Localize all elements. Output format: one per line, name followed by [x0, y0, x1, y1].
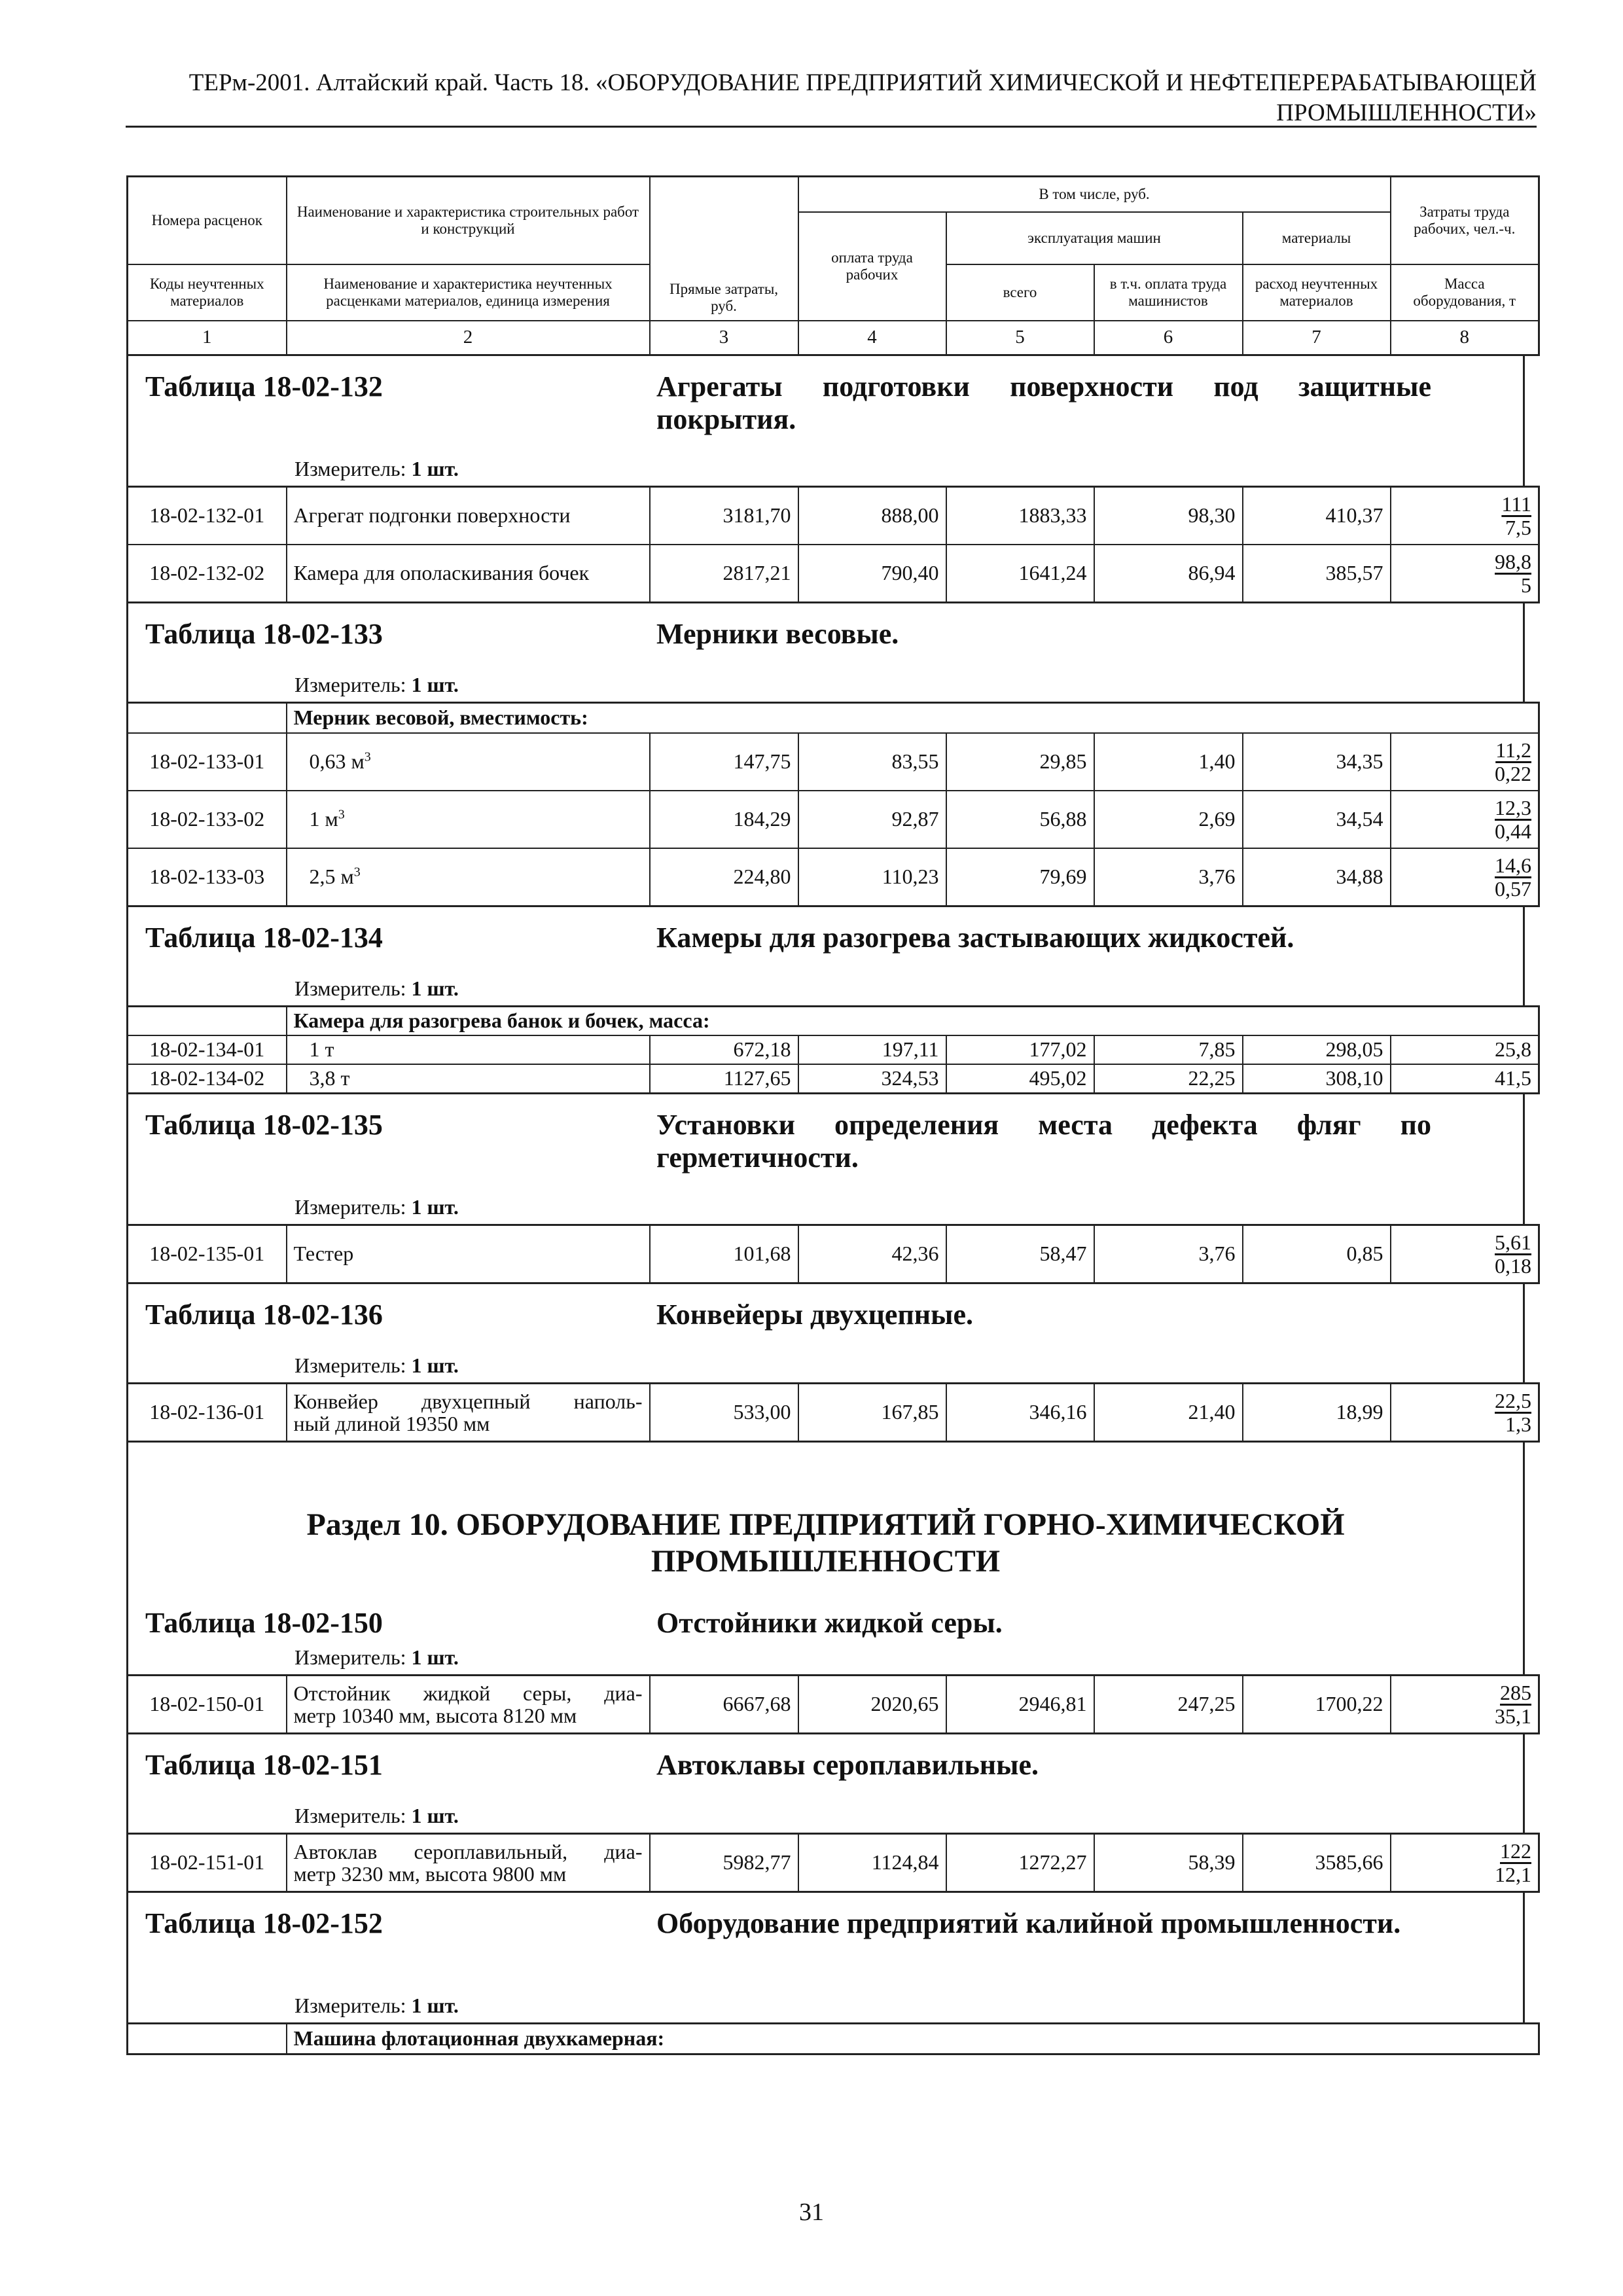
table-heading	[126, 1094, 1525, 1224]
table-heading	[126, 907, 1525, 1005]
col-num: 3	[650, 321, 798, 355]
page-number: 31	[799, 2198, 824, 2226]
table-heading	[126, 1893, 1525, 2022]
table-row: 18-02-132-02 Камера для ополаскивания бочек 2817,21 790,40 1641,24 86,94 385,57 98,8 5	[128, 545, 1539, 603]
table-title: Таблица 18-02-133	[145, 617, 383, 650]
table-body	[126, 1833, 1540, 1893]
labor-mass-fraction: 98,8 5	[1391, 545, 1539, 603]
column-header	[126, 175, 1540, 356]
table-name: Агрегаты подготовки поверхности под защитные покрытия.	[656, 370, 1431, 435]
col-unaccounted: расход неучтенных материалов	[1243, 264, 1391, 321]
col-name-materials: Наименование и характеристика неучтенных расценками материалов, единица измерения	[287, 264, 650, 321]
table-name: Отстойники жидкой серы.	[656, 1606, 1003, 1639]
subheading: Машина флотационная двухкамерная:	[287, 2023, 1539, 2054]
col-machines: эксплуатация машин	[946, 212, 1243, 264]
table-body	[126, 2022, 1540, 2055]
table-heading	[126, 356, 1525, 486]
table-title: Таблица 18-02-134	[145, 921, 383, 954]
unit-line: Измеритель: 1 шт.	[294, 1194, 459, 1219]
unit-line: Измеритель: 1 шт.	[294, 976, 459, 1000]
labor-mass-fraction: 122 12,1	[1391, 1833, 1539, 1892]
table-body	[126, 1005, 1540, 1094]
table-heading	[126, 1734, 1525, 1833]
table-name: Автоклавы сероплавильные.	[656, 1748, 1039, 1781]
table-title: Таблица 18-02-132	[145, 370, 383, 403]
col-num: 4	[798, 321, 946, 355]
table-title: Таблица 18-02-136	[145, 1298, 383, 1331]
col-codes: Коды неучтенных материалов	[128, 264, 287, 321]
table-row: 18-02-150-01 Отстойник жидкой серы, диа- метр 10340 мм, высота 8120 мм 6667,68 2020,65 2946,81 247,25 1700,22 285 35,1	[128, 1675, 1539, 1733]
labor-mass-fraction: 14,6 0,57	[1391, 848, 1539, 906]
table-heading	[126, 1284, 1525, 1382]
table-name: Камеры для разогрева застывающих жидкостей.	[656, 921, 1294, 954]
table-name: Установки определения места дефекта фляг по герметичности.	[656, 1108, 1431, 1174]
table-row: 18-02-133-02 1 $м^3$ 184,29 92,87 56,88 2,69 34,54 12,3 0,44	[128, 791, 1539, 848]
table-name: Конвейеры двухцепные.	[656, 1298, 974, 1331]
table-body	[126, 702, 1540, 907]
table-name: Мерники весовые.	[656, 617, 899, 650]
running-header-line1: ТЕРм-2001. Алтайский край. Часть 18. «ОБОРУДОВАНИЕ ПРЕДПРИЯТИЙ ХИМИЧЕСКОЙ И НЕФТЕПЕРЕРАБАТЫВАЮЩЕЙ	[188, 69, 1537, 96]
unit-line: Измеритель: 1 шт.	[294, 1993, 459, 2017]
table-heading	[126, 603, 1525, 702]
table-name: Оборудование предприятий калийной промышленности.	[656, 1907, 1401, 1939]
table-title: Таблица 18-02-135	[145, 1108, 383, 1141]
table-body	[126, 1224, 1540, 1284]
table-row: 18-02-135-01 Тестер 101,68 42,36 58,47 3,76 0,85 5,61 0,18	[128, 1225, 1539, 1283]
subheading: Мерник весовой, вместимость:	[287, 702, 1539, 733]
col-num: 6	[1094, 321, 1243, 355]
col-num: 2	[287, 321, 650, 355]
table-body	[126, 486, 1540, 603]
unit-line: Измеритель: 1 шт.	[294, 456, 459, 480]
table-row: 18-02-151-01 Автоклав сероплавильный, диа- метр 3230 мм, высота 9800 мм 5982,77 1124,84 1272,27 58,39 3585,66 122 12,1	[128, 1833, 1539, 1892]
unit-line: Измеритель: 1 шт.	[294, 672, 459, 696]
table-body	[126, 1382, 1540, 1443]
table-row: 18-02-132-01 Агрегат подгонки поверхности 3181,70 888,00 1883,33 98,30 410,37 111 7,5	[128, 486, 1539, 545]
section-title: Раздел 10. ОБОРУДОВАНИЕ ПРЕДПРИЯТИЙ ГОРНО-ХИМИЧЕСКОЙ ПРОМЫШЛЕННОСТИ	[306, 1507, 1345, 1579]
table-title: Таблица 18-02-150	[145, 1606, 383, 1639]
labor-mass-fraction: 285 35,1	[1391, 1675, 1539, 1733]
rates-table	[126, 175, 1532, 2055]
col-num: 1	[128, 321, 287, 355]
table-row: 18-02-133-03 2,5 $м^3$ 224,80 110,23 79,69 3,76 34,88 14,6 0,57	[128, 848, 1539, 906]
table-title: Таблица 18-02-151	[145, 1748, 383, 1781]
col-incl-operators: в т.ч. оплата труда машинистов	[1094, 264, 1243, 321]
subheading: Камера для разогрева банок и бочек, масса:	[287, 1006, 1539, 1035]
unit-line: Измеритель: 1 шт.	[294, 1803, 459, 1827]
col-including: В том числе, руб.	[798, 177, 1391, 212]
col-direct-costs: Прямые затраты, руб.	[650, 177, 798, 321]
col-labor-cost: Затраты труда рабочих, чел.-ч.	[1391, 177, 1539, 264]
labor-mass-fraction: 5,61 0,18	[1391, 1225, 1539, 1283]
table-row: 18-02-136-01 Конвейер двухцепный наполь- ный длиной 19350 мм 533,00 167,85 346,16 21,40 18,99 22,5 1,3	[128, 1383, 1539, 1441]
table-row: 18-02-134-01 1 т 672,18 197,11 177,02 7,85 298,05 25,8	[128, 1035, 1539, 1064]
unit-line: Измеритель: 1 шт.	[294, 1353, 459, 1377]
table-heading	[126, 1604, 1525, 1674]
header-rule	[126, 126, 1537, 128]
unit-line: Измеритель: 1 шт.	[294, 1645, 459, 1669]
col-materials: материалы	[1243, 212, 1391, 264]
labor-mass-fraction: 11,2 0,22	[1391, 733, 1539, 791]
col-name-char: Наименование и характеристика строительных работ и конструкций	[287, 177, 650, 264]
col-total: всего	[946, 264, 1094, 321]
col-worker-pay: оплата труда рабочих	[798, 212, 946, 321]
col-num: 7	[1243, 321, 1391, 355]
table-row: 18-02-133-01 0,63 $м^3$ 147,75 83,55 29,85 1,40 34,35 11,2 0,22	[128, 733, 1539, 791]
running-header	[126, 68, 1537, 128]
col-num: 5	[946, 321, 1094, 355]
table-body	[126, 1674, 1540, 1734]
running-header-line2: ПРОМЫШЛЕННОСТИ»	[1276, 99, 1537, 126]
table-row: 18-02-134-02 3,8 т 1127,65 324,53 495,02 22,25 308,10 41,5	[128, 1064, 1539, 1094]
col-rate-numbers: Номера расценок	[128, 177, 287, 264]
col-equipment-mass: Масса оборудования, т	[1391, 264, 1539, 321]
labor-mass-fraction: 22,5 1,3	[1391, 1383, 1539, 1441]
labor-mass-fraction: 12,3 0,44	[1391, 791, 1539, 848]
labor-mass-fraction: 111 7,5	[1391, 486, 1539, 545]
table-title: Таблица 18-02-152	[145, 1907, 383, 1939]
col-num: 8	[1391, 321, 1539, 355]
